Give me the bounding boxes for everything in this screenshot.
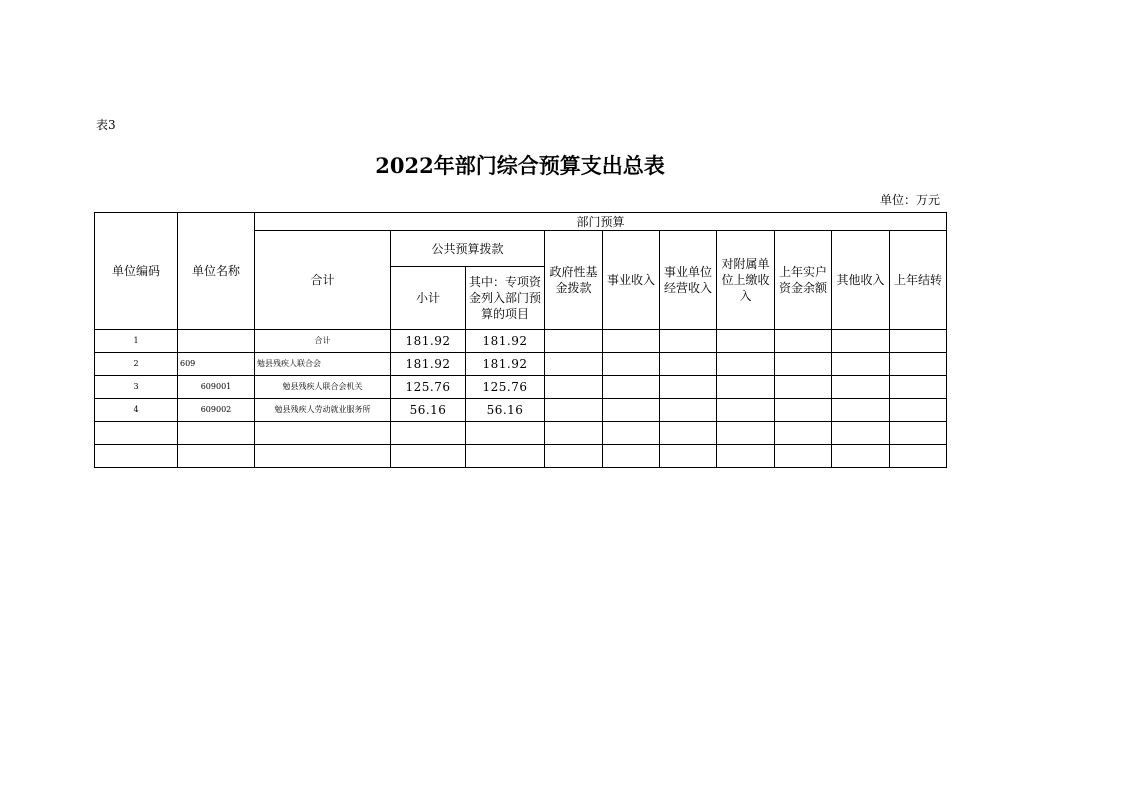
row-subtotal: 181.92 xyxy=(391,330,466,353)
row-code: 609 xyxy=(178,353,255,376)
header-gov-fund: 政府性基金拨款 xyxy=(545,231,603,330)
header-prev-carryover: 上年结转 xyxy=(890,231,947,330)
unit-label: 单位：万元 xyxy=(880,193,941,207)
row-name: 勉县残疾人联合会 xyxy=(255,353,391,376)
table-row-empty xyxy=(95,445,947,468)
budget-table xyxy=(94,212,947,468)
page-title: 2022年部门综合预算支出总表 xyxy=(375,153,665,178)
row-code: 609001 xyxy=(178,376,255,399)
header-prev-balance: 上年实户资金余额 xyxy=(775,231,832,330)
header-public-budget: 公共预算拨款 xyxy=(391,231,545,267)
table-label: 表3 xyxy=(96,118,116,132)
row-seq: 1 xyxy=(95,330,178,353)
header-unit-name: 单位名称 xyxy=(178,213,255,330)
row-code xyxy=(178,330,255,353)
table-row xyxy=(95,353,947,376)
header-operating-income: 事业单位经营收入 xyxy=(660,231,717,330)
row-name: 合计 xyxy=(255,330,391,353)
row-name: 勉县残疾人劳动就业服务所 xyxy=(255,399,391,422)
row-subtotal: 56.16 xyxy=(391,399,466,422)
row-seq: 4 xyxy=(95,399,178,422)
row-subtotal: 181.92 xyxy=(391,353,466,376)
row-seq: 2 xyxy=(95,353,178,376)
table-row-empty xyxy=(95,422,947,445)
row-special: 181.92 xyxy=(466,353,545,376)
header-special-funds: 其中：专项资金列入部门预算的项目 xyxy=(466,267,545,330)
table-row xyxy=(95,399,947,422)
row-name: 勉县残疾人联合会机关 xyxy=(255,376,391,399)
row-code: 609002 xyxy=(178,399,255,422)
row-seq: 3 xyxy=(95,376,178,399)
header-subtotal: 小计 xyxy=(391,267,466,330)
header-unit-code: 单位编码 xyxy=(95,213,178,330)
table-row xyxy=(95,330,947,353)
header-subordinate-income: 对附属单位上缴收入 xyxy=(717,231,775,330)
table-row xyxy=(95,376,947,399)
row-special: 56.16 xyxy=(466,399,545,422)
row-special: 125.76 xyxy=(466,376,545,399)
row-special: 181.92 xyxy=(466,330,545,353)
header-business-income: 事业收入 xyxy=(603,231,660,330)
row-subtotal: 125.76 xyxy=(391,376,466,399)
header-other-income: 其他收入 xyxy=(832,231,890,330)
header-dept-budget: 部门预算 xyxy=(255,213,947,231)
header-total: 合计 xyxy=(255,231,391,330)
